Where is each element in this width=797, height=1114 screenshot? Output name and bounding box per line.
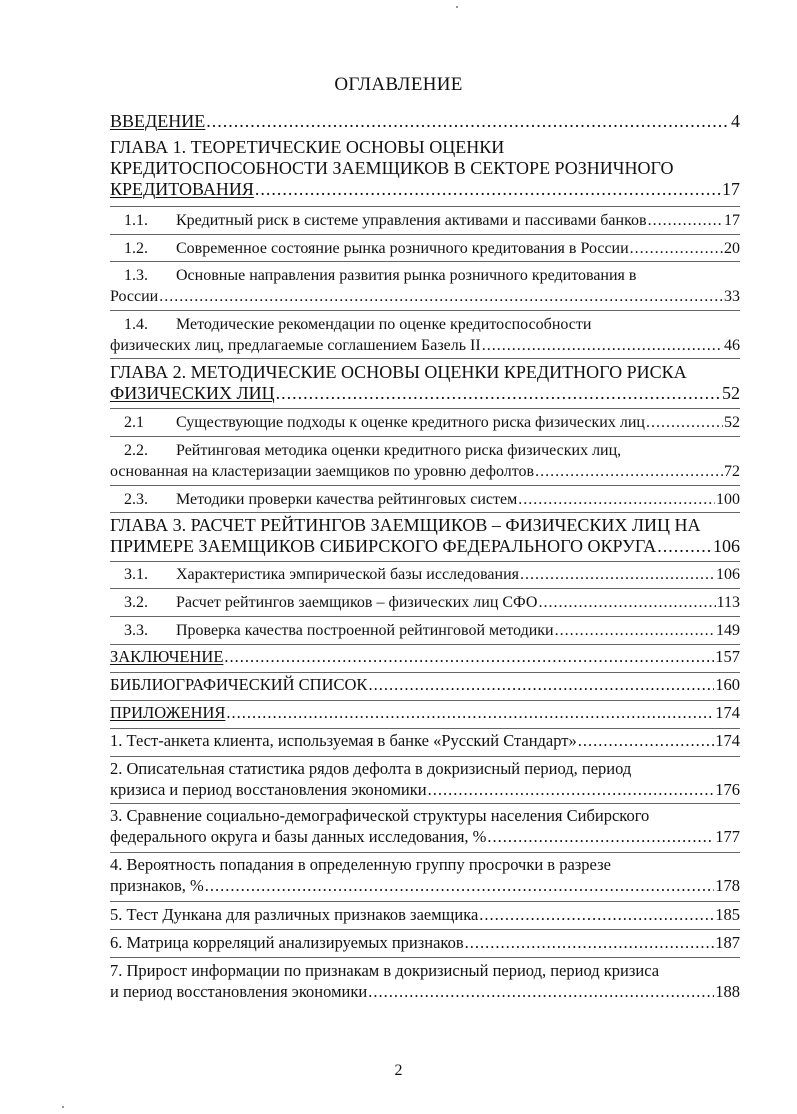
divider-line [110,408,740,409]
section-number: 1.4. [124,316,148,333]
divider-line [110,929,740,930]
toc-entry-section-2-1 [110,412,740,433]
entry-text: ГЛАВА 2. МЕТОДИЧЕСКИЕ ОСНОВЫ ОЦЕНКИ КРЕДИТНОГО РИСКА [110,362,687,382]
leader-dots [482,335,723,356]
divider-line [110,358,740,359]
entry-page: 177 [715,827,740,846]
divider-line [110,901,740,902]
entry-page: 160 [715,675,740,694]
entry-text: ГЛАВА 1. ТЕОРЕТИЧЕСКИЕ ОСНОВЫ ОЦЕНКИ [110,137,505,157]
leader-dots [276,383,721,404]
entry-page: 106 [716,566,740,583]
scan-speck [456,6,458,8]
toc-entry-bibliography [110,675,740,696]
entry-text: признаков, % [110,876,204,895]
divider-line [110,561,740,562]
leader-dots [555,620,715,641]
section-number: 2.2. [124,442,148,459]
leader-dots [487,827,714,847]
entry-text: Основные направления развития рынка розничного кредитования в [176,267,637,284]
toc-entry-section-2-2 [110,440,740,482]
toc-entry-section-1-2 [110,238,740,259]
entry-text: России [110,288,159,305]
leader-dots [368,675,714,695]
toc-entry-section-3-1 [110,564,740,585]
entry-page: 46 [724,337,740,354]
entry-text: основанная на кластеризации заемщиков по уровню дефолтов [110,463,535,480]
entry-page: 178 [715,876,740,895]
entry-page: 174 [715,703,740,722]
entry-page: 188 [715,982,740,1001]
entry-text: ВВЕДЕНИЕ [110,111,206,131]
entry-text: 7. Прирост информации по признакам в докризисный период, период кризиса [110,961,660,980]
toc-entry-appendix-6 [110,933,740,954]
entry-page: 187 [715,933,740,952]
leader-dots [255,179,721,200]
toc-entry-chapter-2 [110,362,740,404]
entry-text: Рейтинговая методика оценки кредитного риска физических лиц, [176,442,622,459]
section-number: 2.1 [124,414,144,431]
toc-entry-appendices [110,703,740,724]
toc-entry-section-3-3 [110,620,740,641]
page-number: 2 [394,1062,403,1079]
leader-dots [646,412,723,433]
divider-line [110,485,740,486]
toc-entry-section-3-2 [110,592,740,613]
entry-text: Расчет рейтингов заемщиков – физических лиц СФО [176,594,538,611]
divider-line [110,436,740,437]
section-number: 3.3. [124,622,148,639]
toc-entry-section-1-4 [110,314,740,356]
entry-page: 72 [724,463,740,480]
divider-line [110,512,740,513]
leader-dots [520,564,715,585]
toc-entry-introduction [110,111,740,132]
entry-page: 157 [715,647,740,666]
leader-dots [518,489,715,510]
toc-entry-section-1-3 [110,265,740,307]
entry-text: 1. Тест-анкета клиента, используемая в банке «Русский Стандарт» [110,731,577,750]
divider-line [110,644,740,645]
entry-text: Кредитный риск в системе управления активами и пассивами банков [176,212,647,229]
toc-entry-appendix-3 [110,806,740,848]
leader-dots [479,905,714,925]
entry-text: Методики проверки качества рейтинговых систем [176,491,518,508]
section-number: 3.1. [124,566,148,583]
leader-dots [368,982,714,1002]
entry-text: Методические рекомендации по оценке кредитоспособности [176,316,592,333]
leader-dots [206,111,730,132]
divider-line [110,672,740,673]
toc-entry-section-2-3 [110,489,740,510]
toc-title: ОГЛАВЛЕНИЕ [334,74,463,95]
entry-text: КРЕДИТОВАНИЯ [110,179,254,199]
entry-page: 185 [715,905,740,924]
leader-dots [630,238,723,259]
toc-entry-chapter-1 [110,137,740,200]
leader-dots [648,210,723,231]
leader-dots [226,703,714,723]
entry-text: ЗАКЛЮЧЕНИЕ [110,647,224,666]
divider-line [110,234,740,235]
divider-line [110,616,740,617]
leader-dots [159,286,723,307]
entry-page: 174 [715,731,740,750]
entry-text: БИБЛИОГРАФИЧЕСКИЙ СПИСОК [110,675,368,694]
entry-text: 4. Вероятность попадания в определенную группу просрочки в разрезе [110,855,611,874]
entry-page: 113 [716,594,740,611]
entry-page: 33 [724,288,740,305]
entry-page: 52 [722,383,740,403]
section-number: 3.2. [124,594,148,611]
leader-dots [224,647,714,667]
leader-dots [538,592,715,613]
divider-line [110,700,740,701]
entry-page: 100 [716,491,740,508]
section-number: 1.3. [124,267,148,284]
entry-text: физических лиц, предлагаемые соглашением Базель II [110,337,481,354]
toc-entry-section-1-1 [110,210,740,231]
toc-entry-appendix-7 [110,961,740,1003]
entry-text: 3. Сравнение социально-демографической структуры населения Сибирского [110,806,650,825]
section-number: 2.3. [124,491,148,508]
divider-line [110,206,740,207]
leader-dots [428,780,715,800]
entry-text: ПРИЛОЖЕНИЯ [110,703,226,722]
leader-dots [657,536,712,557]
leader-dots [535,461,723,482]
entry-text: Существующие подходы к оценке кредитного риска физических лиц [176,414,645,431]
entry-text: 6. Матрица корреляций анализируемых признаков [110,933,464,952]
entry-text: Характеристика эмпирической базы исследования [176,566,519,583]
entry-text: 2. Описательная статистика рядов дефолта в докризисный период, период [110,759,632,778]
leader-dots [205,876,714,896]
entry-text: 5. Тест Дункана для различных признаков заемщика [110,905,479,924]
divider-line [110,957,740,958]
section-number: 1.1. [124,212,148,229]
entry-page: 17 [724,212,740,229]
entry-text: КРЕДИТОСПОСОБНОСТИ ЗАЕМЩИКОВ В СЕКТОРЕ РОЗНИЧНОГО [110,158,674,178]
entry-text: федерального округа и базы данных исследования, % [110,827,487,846]
leader-dots [465,933,715,953]
entry-page: 20 [724,240,740,257]
divider-line [110,852,740,853]
toc-entry-appendix-5 [110,905,740,926]
toc-entry-appendix-4 [110,855,740,897]
entry-text: и период восстановления экономики [110,982,368,1001]
leader-dots [578,731,714,751]
divider-line [110,261,740,262]
section-number: 1.2. [124,240,148,257]
entry-text: ПРИМЕРЕ ЗАЕМЩИКОВ СИБИРСКОГО ФЕДЕРАЛЬНОГО ОКРУГА [110,536,657,556]
entry-page: 4 [731,111,740,131]
divider-line [110,728,740,729]
entry-text: кризиса и период восстановления экономики [110,780,427,799]
entry-text: Современное состояние рынка розничного кредитования в России [176,240,629,257]
divider-line [110,588,740,589]
divider-line [110,756,740,757]
entry-page: 176 [715,780,740,799]
entry-text: ФИЗИЧЕСКИХ ЛИЦ [110,383,275,403]
toc-entry-appendix-2 [110,759,740,801]
divider-line [110,310,740,311]
divider-line [110,803,740,804]
scan-speck [62,1106,64,1108]
entry-page: 149 [716,622,740,639]
entry-page: 17 [722,179,740,199]
toc-entry-chapter-3 [110,515,740,557]
entry-page: 52 [724,414,740,431]
entry-text: ГЛАВА 3. РАСЧЕТ РЕЙТИНГОВ ЗАЕМЩИКОВ – ФИЗИЧЕСКИХ ЛИЦ НА [110,515,701,535]
entry-text: Проверка качества построенной рейтинговой методики [176,622,554,639]
entry-page: 106 [713,536,740,556]
toc-entry-appendix-1 [110,731,740,752]
toc-entry-conclusion [110,647,740,668]
